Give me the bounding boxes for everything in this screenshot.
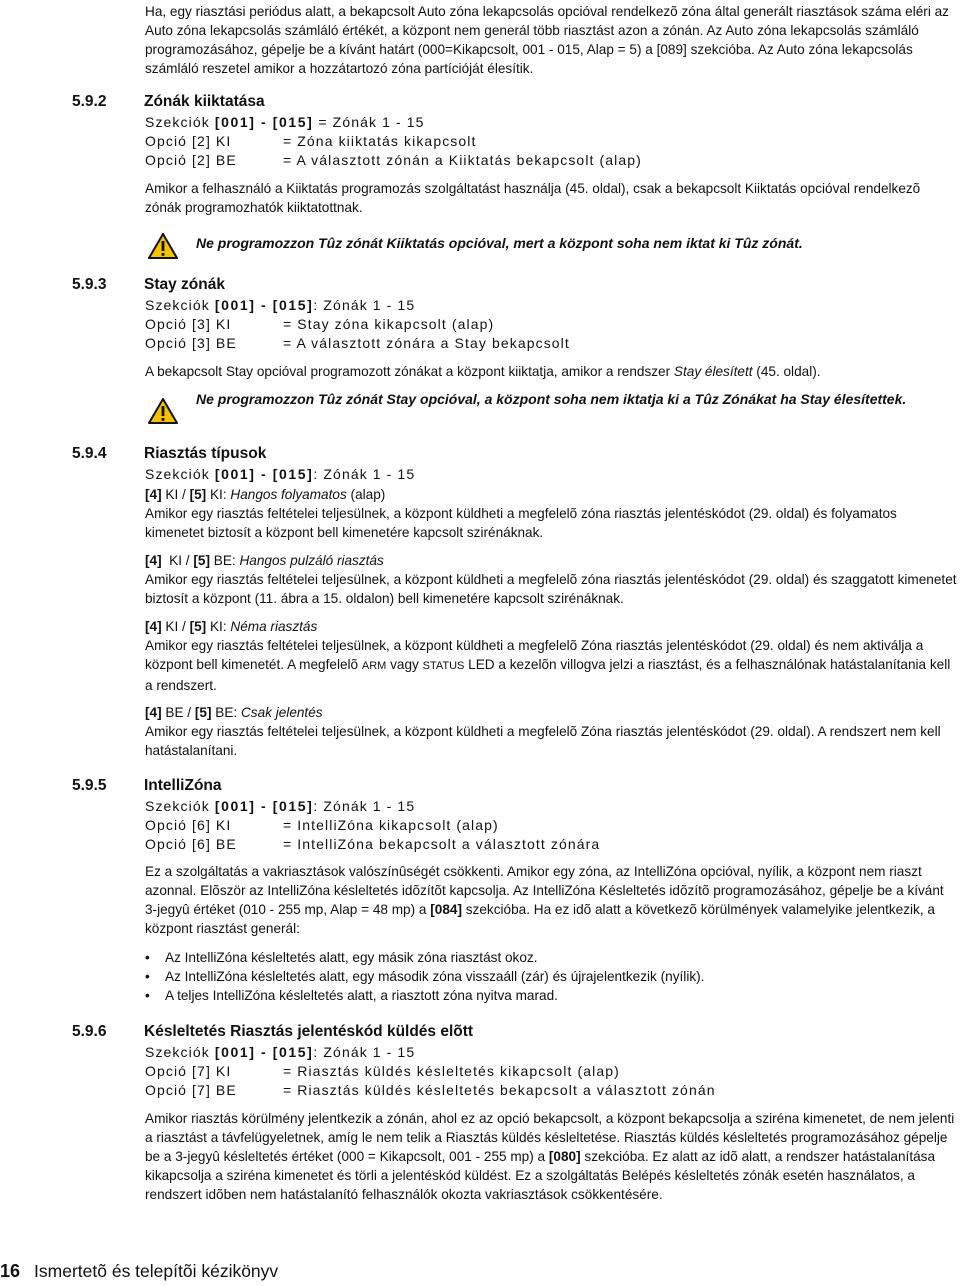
warning-text: Ne programozzon Tûz zónát Kiiktatás opcióval, mert a központ soha nem iktat ki Tûz zónát.	[196, 235, 803, 251]
option-row: Opció [7] KI = Riasztás küldés késleltetés kikapcsolt (alap)	[145, 1063, 620, 1079]
list-item: • A teljes IntelliZóna késleltetés alatt, a riasztott zóna nyitva marad.	[145, 988, 558, 1003]
list-item: • Az IntelliZóna késleltetés alatt, egy második zóna visszaáll (zár) és újrajelentkezik (nyílik).	[145, 969, 705, 984]
section-text: Amikor riasztás körülmény jelentkezik a zónán, ahol ez az opció bekapcsolt, a központ bekapcsolja a sziréna kimenetet, de nem jelenti a riasztást a távfelügyeletnek, amíg le nem telik a Riasztás küldés késleltetése. Riasztás küldés késleltetés programozásához gépelje be a 3-jegyû késleltetés értéket (000 = Kikapcsolt, 001 - 255 mp) a [080] szekcióba. Ez alatt az idõ alatt, a rendszer hatástalanítása kikapcsolja a sziréna kimenetet és törli a jelentéskód küldést. Ez a szolgáltatás Belépés késleltetés zónák esetén használatos, a rendszert idõben nem hatástalanító felhasználók okozta vakriasztások csökkentésére.	[145, 1111, 955, 1202]
section-text: Amikor a felhasználó a Kiiktatás programozás szolgáltatást használja (45. oldal), csak a bekapcsolt Kiiktatás opcióval rendelkezõ zónák programozhatók kiiktatottnak.	[145, 181, 921, 215]
option-row: Opció [7] BE = Riasztás küldés késleltetés bekapcsolt a választott zónán	[145, 1082, 716, 1098]
option-row: Opció [2] KI = Zóna kiiktatás kikapcsolt	[145, 133, 477, 149]
warning-icon	[148, 397, 178, 429]
section-option-block	[145, 797, 957, 854]
alarm-type-item: [4] BE / [5] BE: Csak jelentés Amikor egy riasztás feltételei teljesülnek, a központ küldheti a megfelelõ Zóna riasztás jelentéskódot (29. oldal). A rendszert nem kell hatástalanítani.	[145, 705, 941, 758]
sections-line: Szekciók [001] - [015] = Zónák 1 - 15	[145, 114, 425, 130]
option-row: Opció [3] BE = A választott zónára a Stay bekapcsolt	[145, 335, 570, 351]
list-item: • Az IntelliZóna késleltetés alatt, egy másik zóna riasztást okoz.	[145, 950, 538, 965]
page-footer	[0, 1262, 278, 1281]
section-heading-5-9-6: 5.9.6 Késleltetés Riasztás jelentéskód küldés elõtt	[72, 1023, 474, 1040]
bullet-list	[145, 948, 957, 1005]
section-text: Ez a szolgáltatás a vakriasztások valószínûségét csökkenti. Amikor egy zóna, az IntelliZóna opcióval, nyílik, a központ nem riaszt azonnal. Elõször az IntelliZóna késleltetés idõzítõt kapcsolja. Az IntelliZóna Késleltetés idõzítõ programozásához, gépelje be a kívánt 3-jegyû értéket (010 - 255 mp, Alap = 48 mp) a [084] szekcióba. Ha ez idõ alatt a következõ körülmények valamelyike jelentkezik, a központ riasztást generál:	[145, 864, 944, 936]
section-heading-5-9-5: 5.9.5 IntelliZóna	[72, 777, 222, 794]
section-heading-5-9-3: 5.9.3 Stay zónák	[72, 276, 225, 293]
sections-line: Szekciók [001] - [015] : Zónák 1 - 15	[145, 466, 416, 482]
option-row: Opció [2] BE = A választott zónán a Kiiktatás bekapcsolt (alap)	[145, 152, 642, 168]
alarm-type-item: [4] KI / [5] BE: Hangos pulzáló riasztás Amikor egy riasztás feltételei teljesülnek, a központ küldheti a megfelelõ zóna riasztás jelentéskódot (29. oldal) és szaggatott kimenetet biztosít a központ (11. ábra a 15. oldalon) bell kimenetére kapcsolt szirénáknak.	[145, 553, 957, 606]
section-option-block	[145, 113, 957, 170]
sections-line: Szekciók [001] - [015] : Zónák 1 - 15	[145, 798, 416, 814]
section-option-block	[145, 1043, 957, 1100]
alarm-type-item: [4] KI / [5] KI: Néma riasztás Amikor egy riasztás feltételei teljesülnek, a központ küldheti a megfelelõ Zóna riasztás jelentéskódot (29. oldal) és nem aktiválja a központ bell kimenetét. A megfelelõ ARM vagy STATUS LED a kezelõn villogva jelzi a riasztást, és a felhasználónak hatástalanítania kell a rendszert.	[145, 619, 951, 693]
warning-icon	[148, 232, 178, 264]
section-option-block	[145, 296, 957, 353]
option-row: Opció [6] KI = IntelliZóna kikapcsolt (alap)	[145, 817, 499, 833]
page-number: 16	[0, 1261, 21, 1281]
sections-line: Szekciók [001] - [015] : Zónák 1 - 15	[145, 1044, 416, 1060]
warning-text: Ne programozzon Tûz zónát Stay opcióval, a központ soha nem iktatja ki a Tûz Zónákat ha Stay élesítettek.	[196, 391, 907, 407]
section-text: A bekapcsolt Stay opcióval programozott zónákat a központ kiiktatja, amikor a rendszer Stay élesített (45. oldal).	[145, 364, 821, 379]
intro-paragraph: Ha, egy riasztási periódus alatt, a bekapcsolt Auto zóna lekapcsolás opcióval rendelkezõ zóna által generált riasztások száma eléri az Auto zóna lekapcsolás számláló értékét, a központ nem generál több riasztást azon a zónán. Az Auto zóna lekapcsolás számláló programozásához, gépelje be a kívánt határt (000=Kikapcsolt, 001 - 015, Alap = 5) a [089] szekcióba. Az Auto zóna lekapcsolás számláló reszetel amikor a hozzátartozó zóna partícióját élesítik.	[145, 4, 949, 76]
option-row: Opció [3] KI = Stay zóna kikapcsolt (alap)	[145, 316, 495, 332]
manual-title: Ismertetõ és telepítõi kézikönyv	[34, 1261, 279, 1281]
sections-line: Szekciók [001] - [015] : Zónák 1 - 15	[145, 297, 416, 313]
section-heading-5-9-2: 5.9.2 Zónák kiiktatása	[72, 93, 265, 110]
section-heading-5-9-4: 5.9.4 Riasztás típusok	[72, 445, 267, 462]
alarm-type-item: [4] KI / [5] KI: Hangos folyamatos (alap) Amikor egy riasztás feltételei teljesülnek, a központ küldheti a megfelelõ zóna riasztás jelentéskódot (29. oldal) és folyamatos kimenetet biztosít a központ bell kimenetére kapcsolt szirénáknak.	[145, 487, 897, 540]
option-row: Opció [6] BE = IntelliZóna bekapcsolt a választott zónára	[145, 836, 601, 852]
